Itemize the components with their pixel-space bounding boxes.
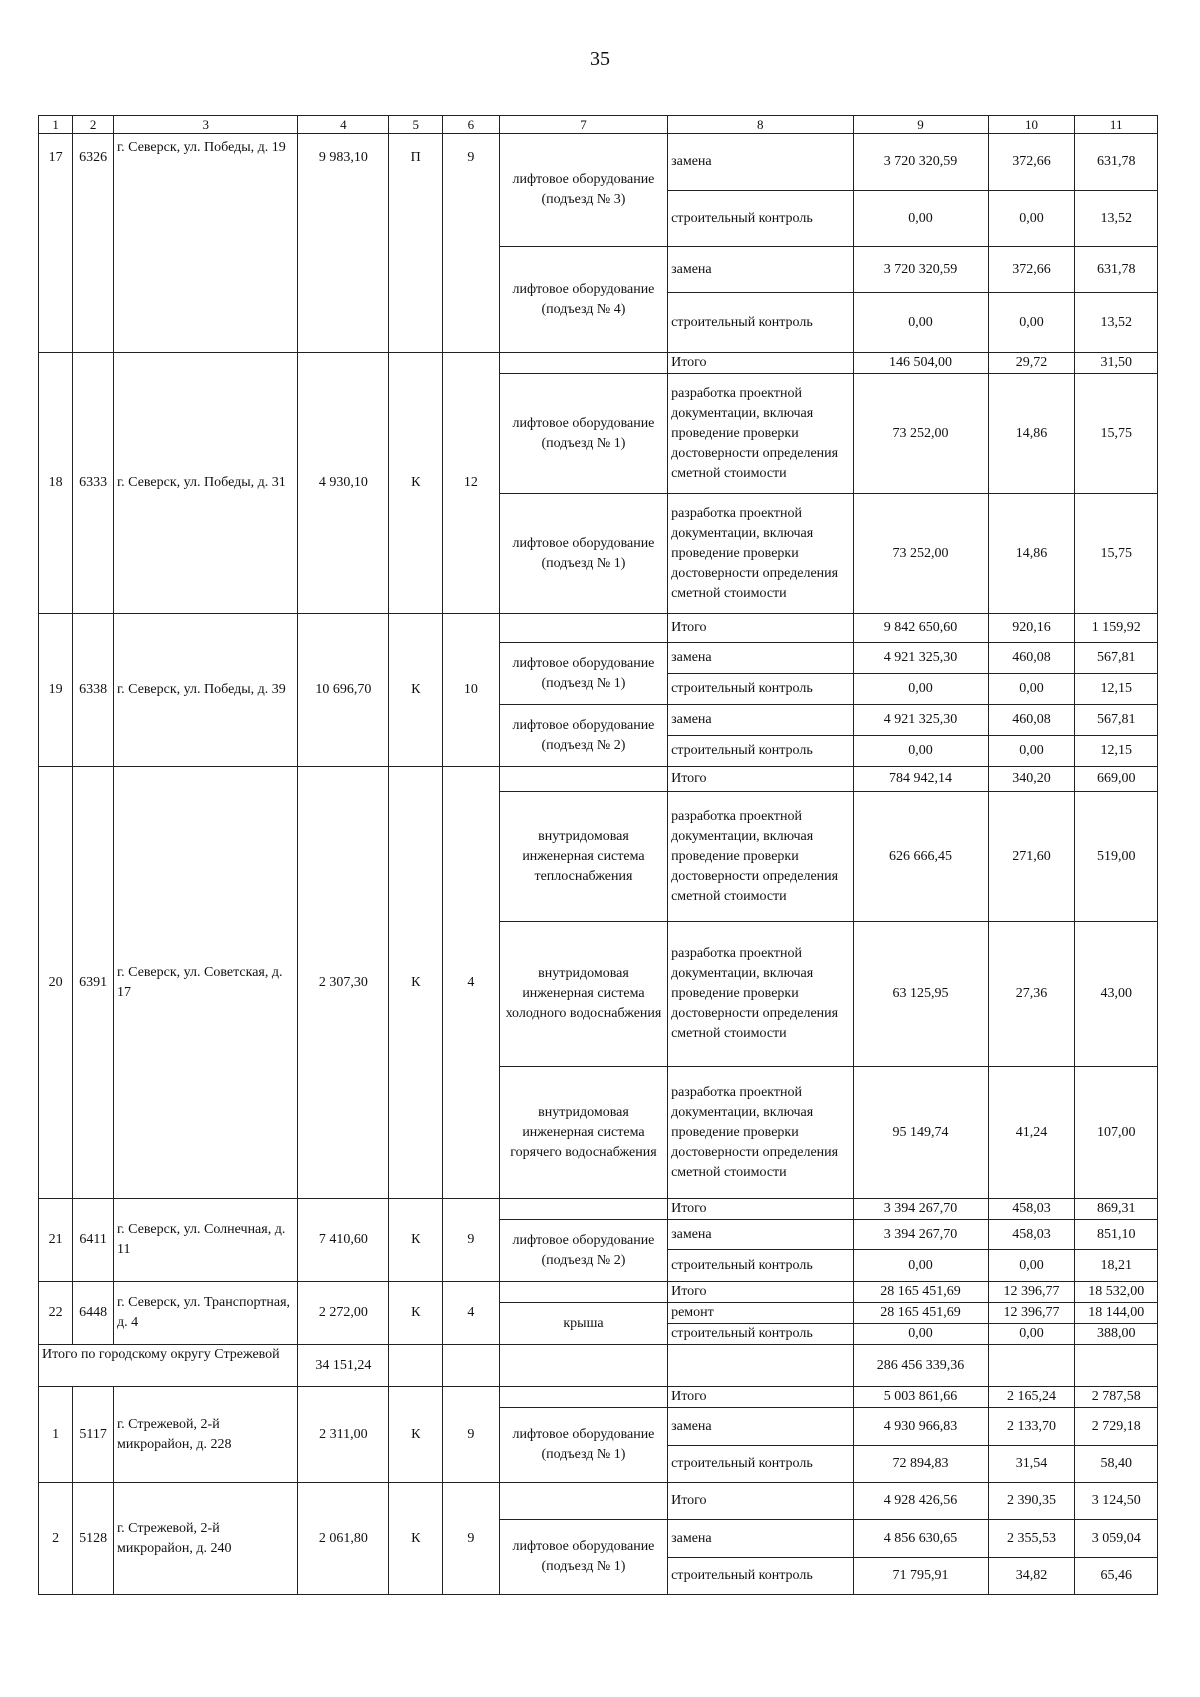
cost-per-area: 27,36	[988, 922, 1075, 1067]
table-row	[39, 353, 1158, 374]
cost: 4 928 426,56	[853, 1483, 988, 1520]
total-row	[39, 1345, 1158, 1387]
col-header: 6	[443, 116, 500, 134]
empty-cell	[988, 1345, 1075, 1387]
cost: 3 720 320,59	[853, 134, 988, 191]
system-name	[499, 1199, 667, 1220]
floors: 9	[443, 1483, 500, 1595]
system-name: внутридомовая инженерная система горячего водоснабжения	[499, 1067, 667, 1199]
cost-limit: 12,15	[1075, 736, 1158, 767]
system-name: внутридомовая инженерная система теплоснабжения	[499, 792, 667, 922]
cost-limit: 2 787,58	[1075, 1387, 1158, 1408]
work-type: замена	[668, 1520, 853, 1558]
address: г. Северск, ул. Советская, д. 17	[114, 767, 298, 1199]
row-number: 20	[39, 767, 73, 1199]
system-name: лифтовое оборудование (подъезд № 1)	[499, 374, 667, 494]
system-name: лифтовое оборудование (подъезд № 1)	[499, 494, 667, 614]
repair-plan-table	[38, 115, 1158, 1595]
cost-per-area: 460,08	[988, 705, 1075, 736]
table-row	[39, 614, 1158, 643]
wall-type: П	[389, 134, 443, 353]
system-name	[499, 1282, 667, 1303]
area: 10 696,70	[298, 614, 389, 767]
cost-limit: 13,52	[1075, 191, 1158, 247]
cost-per-area: 920,16	[988, 614, 1075, 643]
cost-per-area: 0,00	[988, 293, 1075, 353]
system-name: лифтовое оборудование (подъезд № 1)	[499, 643, 667, 705]
area: 7 410,60	[298, 1199, 389, 1282]
cost-limit: 519,00	[1075, 792, 1158, 922]
area: 2 272,00	[298, 1282, 389, 1345]
cost-limit: 58,40	[1075, 1446, 1158, 1483]
address: г. Северск, ул. Победы, д. 19	[114, 134, 298, 353]
col-header: 11	[1075, 116, 1158, 134]
area: 2 061,80	[298, 1483, 389, 1595]
area: 9 983,10	[298, 134, 389, 353]
cost-per-area: 14,86	[988, 494, 1075, 614]
table-row	[39, 1483, 1158, 1520]
col-header: 9	[853, 116, 988, 134]
cost-limit: 3 059,04	[1075, 1520, 1158, 1558]
work-type: Итого	[668, 1483, 853, 1520]
cost-per-area: 0,00	[988, 736, 1075, 767]
house-code: 6333	[73, 353, 114, 614]
system-name: лифтовое оборудование (подъезд № 4)	[499, 247, 667, 353]
cost: 63 125,95	[853, 922, 988, 1067]
cost-per-area: 460,08	[988, 643, 1075, 674]
system-name: внутридомовая инженерная система холодного водоснабжения	[499, 922, 667, 1067]
cost-per-area: 0,00	[988, 1250, 1075, 1282]
system-name: крыша	[499, 1303, 667, 1345]
cost-per-area: 271,60	[988, 792, 1075, 922]
floors: 4	[443, 767, 500, 1199]
work-type: Итого	[668, 1199, 853, 1220]
cost-limit: 107,00	[1075, 1067, 1158, 1199]
cost-limit: 567,81	[1075, 705, 1158, 736]
cost-limit: 388,00	[1075, 1324, 1158, 1345]
work-type: строительный контроль	[668, 1250, 853, 1282]
work-type: Итого	[668, 614, 853, 643]
system-name: лифтовое оборудование (подъезд № 1)	[499, 1408, 667, 1483]
wall-type: К	[389, 1387, 443, 1483]
cost: 3 394 267,70	[853, 1220, 988, 1250]
cost-per-area: 340,20	[988, 767, 1075, 792]
cost-per-area: 12 396,77	[988, 1303, 1075, 1324]
work-type: Итого	[668, 1387, 853, 1408]
cost-per-area: 372,66	[988, 134, 1075, 191]
work-type: разработка проектной документации, включая проведение проверки достоверности определения сметной стоимости	[668, 792, 853, 922]
work-type: Итого	[668, 1282, 853, 1303]
cost-limit: 12,15	[1075, 674, 1158, 705]
work-type: строительный контроль	[668, 1558, 853, 1595]
col-header: 2	[73, 116, 114, 134]
cost-per-area: 31,54	[988, 1446, 1075, 1483]
cost-per-area: 458,03	[988, 1199, 1075, 1220]
cost-limit: 15,75	[1075, 374, 1158, 494]
col-header: 8	[668, 116, 853, 134]
work-type: замена	[668, 643, 853, 674]
work-type: разработка проектной документации, включая проведение проверки достоверности определения сметной стоимости	[668, 1067, 853, 1199]
empty-cell	[443, 1345, 500, 1387]
address: г. Северск, ул. Победы, д. 39	[114, 614, 298, 767]
cost-per-area: 2 165,24	[988, 1387, 1075, 1408]
cost: 73 252,00	[853, 494, 988, 614]
work-type: ремонт	[668, 1303, 853, 1324]
cost: 4 921 325,30	[853, 705, 988, 736]
total-label: Итого по городскому округу Стрежевой	[39, 1345, 298, 1387]
row-number: 21	[39, 1199, 73, 1282]
cost: 0,00	[853, 1324, 988, 1345]
col-header: 4	[298, 116, 389, 134]
wall-type: К	[389, 1282, 443, 1345]
cost: 0,00	[853, 736, 988, 767]
cost: 73 252,00	[853, 374, 988, 494]
col-header: 1	[39, 116, 73, 134]
cost-limit: 18 532,00	[1075, 1282, 1158, 1303]
cost-limit: 31,50	[1075, 353, 1158, 374]
total-sum: 286 456 339,36	[853, 1345, 988, 1387]
cost-limit: 65,46	[1075, 1558, 1158, 1595]
cost-limit: 669,00	[1075, 767, 1158, 792]
row-number: 17	[39, 134, 73, 353]
cost-per-area: 458,03	[988, 1220, 1075, 1250]
address: г. Стрежевой, 2-й микрорайон, д. 228	[114, 1387, 298, 1483]
wall-type: К	[389, 614, 443, 767]
row-number: 22	[39, 1282, 73, 1345]
system-name	[499, 353, 667, 374]
house-code: 6338	[73, 614, 114, 767]
col-header: 3	[114, 116, 298, 134]
cost-limit: 631,78	[1075, 134, 1158, 191]
work-type: Итого	[668, 767, 853, 792]
house-code: 5117	[73, 1387, 114, 1483]
work-type: разработка проектной документации, включая проведение проверки достоверности определения сметной стоимости	[668, 494, 853, 614]
cost: 0,00	[853, 674, 988, 705]
system-name	[499, 1387, 667, 1408]
cost-per-area: 34,82	[988, 1558, 1075, 1595]
cost-per-area: 372,66	[988, 247, 1075, 293]
system-name: лифтовое оборудование (подъезд № 3)	[499, 134, 667, 247]
cost: 4 921 325,30	[853, 643, 988, 674]
system-name	[499, 614, 667, 643]
cost-per-area: 0,00	[988, 191, 1075, 247]
cost: 146 504,00	[853, 353, 988, 374]
work-type: строительный контроль	[668, 191, 853, 247]
wall-type: К	[389, 1483, 443, 1595]
row-number: 2	[39, 1483, 73, 1595]
empty-cell	[1075, 1345, 1158, 1387]
row-number: 19	[39, 614, 73, 767]
cost-per-area: 29,72	[988, 353, 1075, 374]
floors: 12	[443, 353, 500, 614]
table-row	[39, 1199, 1158, 1220]
cost-per-area: 0,00	[988, 674, 1075, 705]
work-type: Итого	[668, 353, 853, 374]
cost: 28 165 451,69	[853, 1303, 988, 1324]
cost: 72 894,83	[853, 1446, 988, 1483]
cost-limit: 869,31	[1075, 1199, 1158, 1220]
work-type: разработка проектной документации, включая проведение проверки достоверности определения сметной стоимости	[668, 922, 853, 1067]
system-name	[499, 1483, 667, 1520]
cost-limit: 43,00	[1075, 922, 1158, 1067]
cost-limit: 18,21	[1075, 1250, 1158, 1282]
address: г. Северск, ул. Победы, д. 31	[114, 353, 298, 614]
wall-type: К	[389, 767, 443, 1199]
cost-per-area: 2 355,53	[988, 1520, 1075, 1558]
work-type: замена	[668, 247, 853, 293]
floors: 9	[443, 1387, 500, 1483]
address: г. Стрежевой, 2-й микрорайон, д. 240	[114, 1483, 298, 1595]
house-code: 6326	[73, 134, 114, 353]
col-header: 5	[389, 116, 443, 134]
row-number: 1	[39, 1387, 73, 1483]
system-name: лифтовое оборудование (подъезд № 2)	[499, 705, 667, 767]
address: г. Северск, ул. Транспортная, д. 4	[114, 1282, 298, 1345]
cost-limit: 2 729,18	[1075, 1408, 1158, 1446]
work-type: строительный контроль	[668, 736, 853, 767]
cost: 3 720 320,59	[853, 247, 988, 293]
system-name: лифтовое оборудование (подъезд № 2)	[499, 1220, 667, 1282]
cost-limit: 13,52	[1075, 293, 1158, 353]
system-name	[499, 767, 667, 792]
system-name: лифтовое оборудование (подъезд № 1)	[499, 1520, 667, 1595]
cost-per-area: 0,00	[988, 1324, 1075, 1345]
empty-cell	[499, 1345, 667, 1387]
cost-per-area: 14,86	[988, 374, 1075, 494]
wall-type: К	[389, 353, 443, 614]
work-type: замена	[668, 705, 853, 736]
work-type: строительный контроль	[668, 1324, 853, 1345]
col-header: 10	[988, 116, 1075, 134]
work-type: замена	[668, 1220, 853, 1250]
cost-limit: 851,10	[1075, 1220, 1158, 1250]
cost: 28 165 451,69	[853, 1282, 988, 1303]
cost: 5 003 861,66	[853, 1387, 988, 1408]
cost: 4 930 966,83	[853, 1408, 988, 1446]
page-number: 35	[590, 48, 610, 70]
floors: 10	[443, 614, 500, 767]
floors: 9	[443, 134, 500, 353]
house-code: 6391	[73, 767, 114, 1199]
cost-limit: 15,75	[1075, 494, 1158, 614]
header-row	[39, 116, 1158, 134]
address: г. Северск, ул. Солнечная, д. 11	[114, 1199, 298, 1282]
cost-per-area: 41,24	[988, 1067, 1075, 1199]
table-row	[39, 1387, 1158, 1408]
cost: 95 149,74	[853, 1067, 988, 1199]
area: 2 307,30	[298, 767, 389, 1199]
total-area: 34 151,24	[298, 1345, 389, 1387]
work-type: строительный контроль	[668, 293, 853, 353]
cost: 9 842 650,60	[853, 614, 988, 643]
work-type: строительный контроль	[668, 1446, 853, 1483]
cost: 71 795,91	[853, 1558, 988, 1595]
cost: 626 666,45	[853, 792, 988, 922]
cost: 4 856 630,65	[853, 1520, 988, 1558]
cost: 0,00	[853, 293, 988, 353]
work-type: замена	[668, 1408, 853, 1446]
col-header: 7	[499, 116, 667, 134]
work-type: разработка проектной документации, включая проведение проверки достоверности определения сметной стоимости	[668, 374, 853, 494]
cost-per-area: 2 133,70	[988, 1408, 1075, 1446]
table-row	[39, 767, 1158, 792]
cost-limit: 567,81	[1075, 643, 1158, 674]
empty-cell	[389, 1345, 443, 1387]
floors: 9	[443, 1199, 500, 1282]
cost-limit: 3 124,50	[1075, 1483, 1158, 1520]
table-row	[39, 1282, 1158, 1303]
house-code: 6411	[73, 1199, 114, 1282]
wall-type: К	[389, 1199, 443, 1282]
floors: 4	[443, 1282, 500, 1345]
work-type: замена	[668, 134, 853, 191]
cost-limit: 18 144,00	[1075, 1303, 1158, 1324]
cost: 784 942,14	[853, 767, 988, 792]
empty-cell	[668, 1345, 853, 1387]
cost: 0,00	[853, 191, 988, 247]
area: 4 930,10	[298, 353, 389, 614]
cost-per-area: 2 390,35	[988, 1483, 1075, 1520]
house-code: 5128	[73, 1483, 114, 1595]
house-code: 6448	[73, 1282, 114, 1345]
work-type: строительный контроль	[668, 674, 853, 705]
table-row	[39, 134, 1158, 191]
cost: 3 394 267,70	[853, 1199, 988, 1220]
cost-limit: 1 159,92	[1075, 614, 1158, 643]
cost-per-area: 12 396,77	[988, 1282, 1075, 1303]
cost-limit: 631,78	[1075, 247, 1158, 293]
cost: 0,00	[853, 1250, 988, 1282]
row-number: 18	[39, 353, 73, 614]
area: 2 311,00	[298, 1387, 389, 1483]
